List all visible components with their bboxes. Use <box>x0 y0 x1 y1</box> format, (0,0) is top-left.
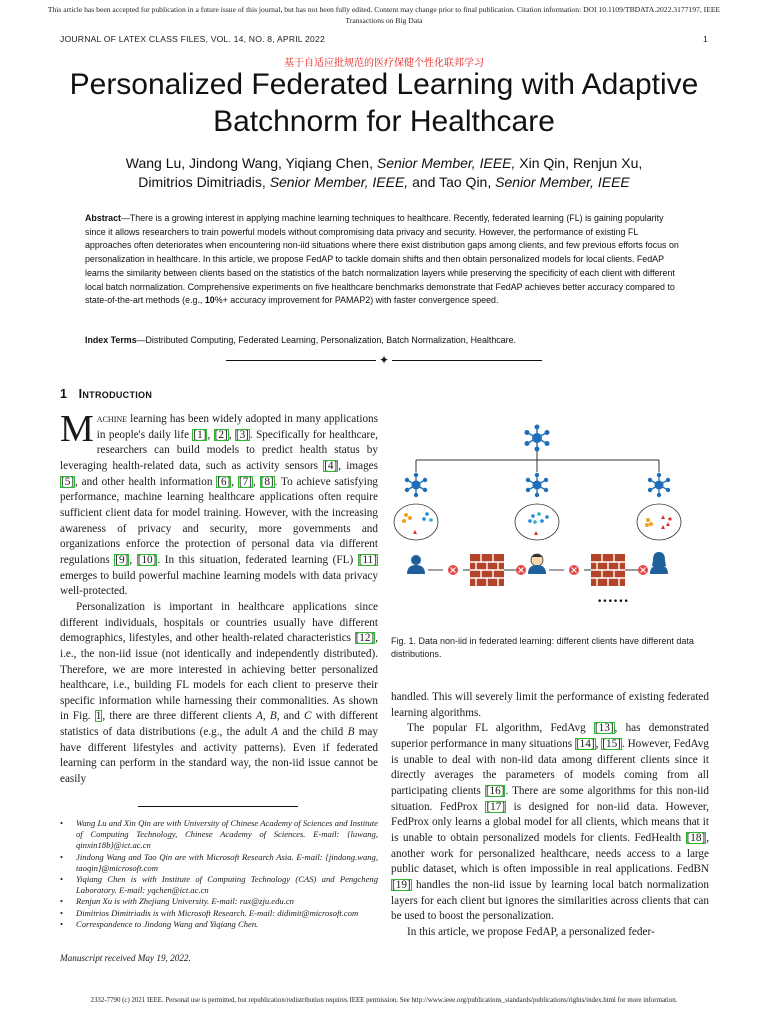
math-variable: A <box>256 710 263 723</box>
journal-name: JOURNAL OF LATEX CLASS FILES, VOL. 14, NO. 8, APRIL 2022 <box>60 34 325 44</box>
footnote-item: • Correspondence to Jindong Wang and Yiqiang Chen. <box>60 919 378 930</box>
client-c-user-icon <box>650 552 668 574</box>
client-b-network-icon <box>526 473 548 497</box>
footnote-item: • Wang Lu and Xin Qin are with University of Chinese Academy of Sciences and Institute of Computing Technology, Chinese Academy of Sciences. E-mail: {luwang, qinxin18b}@ict.ac.cn <box>60 818 378 852</box>
paragraph-text: , has demonstrated superior performance in many situations <box>391 722 709 750</box>
citation-link[interactable]: [6] <box>217 475 231 488</box>
citation-link[interactable]: [9] <box>115 553 129 566</box>
chinese-annotation: 基于自适应批规范的医疗保健个性化联邦学习 <box>284 58 484 69</box>
abstract-label: Abstract <box>85 213 122 223</box>
paragraph-text: , <box>252 475 260 488</box>
index-terms-label: Index Terms <box>85 335 137 345</box>
abstract-text: —There is a growing interest in applying machine learning techniques to healthcare. Recently, federated learning (FL) is gaining popularity since it allows researchers to train powerful models without compromising data privacy and security. However, the performance of existing FL approaches often deteriorates when encountering non-iid situations where there exist distribution gaps among clients, and few previous efforts focus on personalization in healthcare. In this article, we propose FedAP to tackle domain shifts and then obtain personalized models for local clients. FedAP learns the similarity between clients based on the statistics of the batch normalization layers while preserving the specificity of each client with different local batch normalization. Comprehensive experiments on five healthcare benchmarks demonstrate that FedAP achieves better accuracy compared to state-of-the-art methods (e.g., <box>85 213 679 306</box>
abstract-text-end: %+ accuracy improvement for PAMAP2) with faster convergence speed. <box>214 295 499 306</box>
footnote-rule <box>138 806 298 807</box>
intro-paragraph-2 <box>60 600 378 788</box>
right-paragraph-2 <box>391 721 709 925</box>
citation-link[interactable]: [3] <box>235 428 249 441</box>
index-terms <box>85 334 685 347</box>
client-b-data-distribution-icon <box>515 504 559 540</box>
paragraph-text: , i.e., the non-iid issue (not identically and independently distributed). Therefore, we are more interested in achieving better personalized healthcare, i.e., building FL models for each client to preserve their specific information while harnessing their commonalities. As shown in Fig. <box>60 632 378 723</box>
title-line-2: Batchnorm for Healthcare <box>213 105 555 138</box>
citation-link[interactable]: [18] <box>686 831 706 844</box>
more-clients-ellipsis: •••••• <box>597 597 629 607</box>
figure-1 <box>391 418 709 618</box>
author-names-2: Xin Qin, Renjun Xu, <box>515 155 643 171</box>
right-column <box>391 690 709 941</box>
drop-cap: M <box>60 408 94 450</box>
paragraph-text: and <box>279 710 304 723</box>
figure-caption: Fig. 1. Data non-iid in federated learning: different clients have different data distributions. <box>391 636 694 659</box>
client-b-user-icon <box>528 554 546 574</box>
author-role-1: Senior Member, IEEE, <box>376 155 516 171</box>
paragraph-text: Personalization is important in healthcare applications since different individuals, hospitals or countries usually have different demographics, lifestyles, and other health-related characteristics <box>60 600 378 645</box>
running-header <box>60 34 708 44</box>
banner-line-1: This article has been accepted for publication in a future issue of this journal, but has not been fully edited. Content may change prior to final publication. Citation information: DOI 10.1109/TBDATA.2022.3177197, IEEE <box>47 5 721 14</box>
paragraph-text: and the child <box>278 726 348 739</box>
paragraph-text: may have different lifestyles and activity patterns). Even if federated learning can perform in the standard way, the non-iid issue cannot be easily <box>60 726 378 786</box>
citation-link[interactable]: [8] <box>260 475 274 488</box>
paragraph-text: . Specifically for healthcare, researchers can build models to predict health status by leveraging health-related data, such as activity sensors <box>60 428 379 472</box>
paragraph-text: , <box>595 737 602 750</box>
footnote-item: • Yiqiang Chen is with Institute of Computing Technology (CAS) and Pengcheng Laboratory. E-mail: yqchen@ict.ac.cn <box>60 874 378 896</box>
paragraph-text: , there are three different clients <box>102 710 257 723</box>
author-role-3: Senior Member, IEEE <box>495 174 630 190</box>
author-role-2: Senior Member, IEEE, <box>269 174 409 190</box>
paragraph-text: , and other health information <box>75 475 217 488</box>
paragraph-text: emerges to build powerful machine learning models with data privacy well-protected. <box>60 569 378 598</box>
server-network-icon <box>525 425 550 452</box>
paragraph-text: The popular FL algorithm, FedAvg <box>407 722 594 735</box>
citation-link[interactable]: [19] <box>392 878 411 891</box>
paragraph-text: is designed for non-iid data. However, FedProx only learns a global model for all clients, which means that it is unable to obtain personalized models for clients. FedHealth <box>391 800 710 844</box>
author-names-1: Wang Lu, Jindong Wang, Yiqiang Chen, <box>125 155 377 171</box>
citation-link[interactable]: [14] <box>575 737 595 750</box>
citation-link[interactable]: [16] <box>485 784 505 797</box>
figure-1-diagram <box>391 418 709 618</box>
paragraph-text: , <box>231 475 238 488</box>
footnotes <box>60 818 378 930</box>
paragraph-text: . There are some algorithms for this non-iid situation. FedProx <box>391 784 709 813</box>
paragraph-text: with different statistics of data distributions (e.g., the adult <box>60 710 379 739</box>
abstract <box>85 212 685 308</box>
author-line-2 <box>60 173 708 192</box>
math-variable: B <box>269 710 277 723</box>
citation-link[interactable]: [2] <box>214 428 228 441</box>
section-number: 1 <box>60 387 68 401</box>
math-variable: B <box>347 726 355 739</box>
paper-title <box>40 66 728 140</box>
divider-ornament: ✦ <box>376 353 392 367</box>
paragraph-text: , images <box>338 459 378 472</box>
left-column <box>60 408 379 788</box>
right-paragraph-3: In this article, we propose FedAP, a personalized feder- <box>407 925 655 938</box>
math-variable: C <box>304 710 312 723</box>
citation-link[interactable]: [4] <box>324 459 338 472</box>
footnote-item: • Dimitrios Dimitriadis is with Microsoft Research. E-mail: didimit@microsoft.com <box>60 908 378 919</box>
citation-link[interactable]: 1 <box>95 710 102 723</box>
citation-link[interactable]: [11] <box>358 553 377 566</box>
client-a-user-icon <box>407 555 425 574</box>
client-a-data-distribution-icon <box>394 504 438 540</box>
acceptance-banner <box>0 4 768 26</box>
paragraph-text: handles the non-iid issue by learning local batch normalization layers for each client but ignores the similarities across clients that can be used to boost the personalization. <box>391 878 709 923</box>
citation-link[interactable]: [15] <box>602 737 621 750</box>
citation-link[interactable]: [5] <box>61 475 75 488</box>
client-c-data-distribution-icon <box>637 504 681 540</box>
citation-link[interactable]: [17] <box>486 800 506 813</box>
author-names-3: Dimitrios Dimitriadis, <box>138 174 270 190</box>
citation-link[interactable]: [12] <box>355 632 375 645</box>
author-list <box>60 154 708 192</box>
footnote-item: • Jindong Wang and Tao Qin are with Microsoft Research Asia. E-mail: {jindong.wang, taoqin}@microsoft.com <box>60 852 378 874</box>
paragraph-text: , <box>207 428 214 441</box>
title-line-1: Personalized Federated Learning with Adaptive <box>69 68 699 101</box>
section-heading <box>60 387 152 401</box>
paragraph-text: , <box>276 710 280 723</box>
paragraph-text: , <box>228 428 235 441</box>
page-number: 1 <box>703 34 708 44</box>
client-c-network-icon <box>648 473 670 497</box>
paragraph-text: , <box>262 710 270 723</box>
citation-link[interactable]: [10] <box>137 553 157 566</box>
intro-paragraph-1 <box>60 408 379 600</box>
footnote-item: • Renjun Xu is with Zhejiang University. E-mail: rux@zju.edu.cn <box>60 896 378 907</box>
author-names-4: and Tao Qin, <box>408 174 496 190</box>
copyright-notice: 2332-7790 (c) 2021 IEEE. Personal use is permitted, but republication/redistribution requires IEEE permission. See http://www.ieee.org/publications_standards/publications/rights/index.html for more information. <box>90 997 678 1004</box>
privacy-wall-icon <box>470 554 625 586</box>
abstract-bold: 10 <box>204 295 215 306</box>
right-paragraph-1: handled. This will severely limit the performance of existing federated learning algorithms. <box>391 691 709 719</box>
connection-lines <box>416 451 659 472</box>
citation-link[interactable]: [7] <box>238 475 252 488</box>
section-title: Introduction <box>78 387 153 401</box>
index-terms-text: —Distributed Computing, Federated Learning, Personalization, Batch Normalization, Healthcare. <box>136 335 516 345</box>
manuscript-date: Manuscript received May 19, 2022. <box>60 953 191 963</box>
author-line-1 <box>60 154 708 173</box>
paragraph-text: . In this situation, federated learning (FL) <box>157 553 358 566</box>
paragraph-text: . However, FedAvg is unable to deal with non-iid data among different clients since it directly averages the parameters of models coming from all participating clients <box>391 737 709 797</box>
banner-line-2: Transactions on Big Data <box>345 16 423 25</box>
paragraph-text: . To achieve satisfying performance, machine learning healthcare applications often require sufficient client data for model training. However, with the increasing awareness of privacy and security, more governments and organizations enforce the protection of personal data via different regulations <box>60 475 379 566</box>
citation-link[interactable]: [13] <box>594 722 614 735</box>
math-variable: A <box>271 726 279 739</box>
citation-link[interactable]: [1] <box>193 428 207 441</box>
smallcaps-word: achine <box>96 413 128 425</box>
paragraph-text: , another work for personalized healthcare, needs access to a large public dataset, which is often impossible in real applications. FedBN <box>391 831 709 876</box>
paragraph-text: learning has been widely adopted in many applications in people's daily life <box>96 413 379 441</box>
client-a-network-icon <box>405 473 427 497</box>
paragraph-text: , <box>129 553 137 566</box>
